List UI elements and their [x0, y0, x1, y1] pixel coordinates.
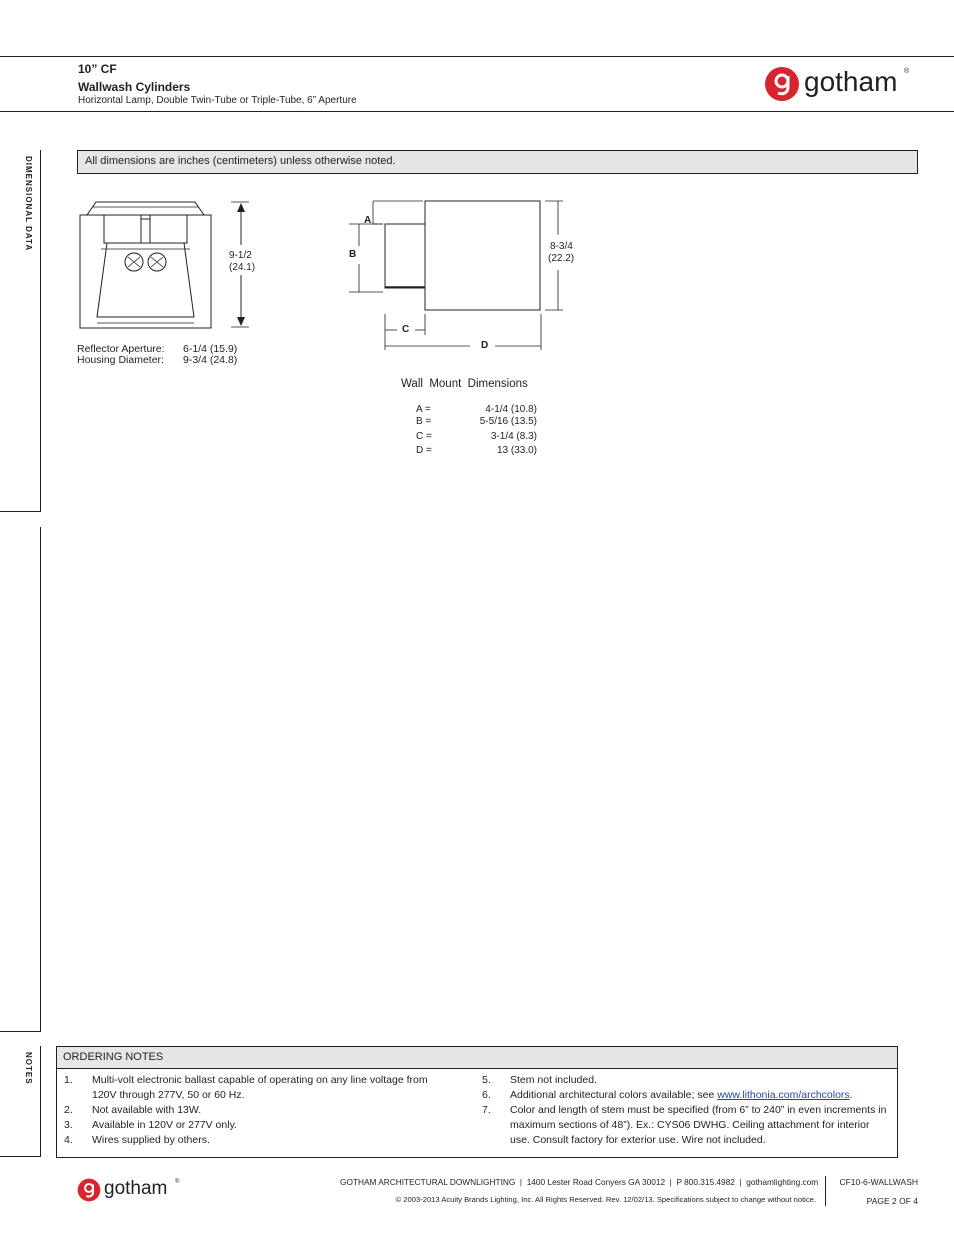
dim-label-b: B	[349, 249, 357, 260]
ordering-notes-title: ORDERING NOTES	[63, 1051, 164, 1063]
footer-brand-text: gotham	[104, 1178, 168, 1199]
dim-label-a: A	[364, 215, 372, 226]
list-item: 6. Additional architectural colors available; see www.lithonia.com/archcolors.	[482, 1089, 853, 1101]
wall-mount-row-c-value: 3-1/4 (8.3)	[490, 431, 537, 442]
header-line1: 10” CF	[78, 62, 117, 76]
archcolors-link[interactable]: www.lithonia.com/archcolors	[717, 1089, 850, 1101]
list-item: 5. Stem not included.	[482, 1074, 597, 1086]
header-subtitle: Horizontal Lamp, Double Twin-Tube or Triple-Tube, 6” Aperture	[78, 95, 357, 106]
dim-label-c: C	[402, 324, 410, 335]
wall-mount-row-b-key: B =	[416, 416, 432, 427]
tab-rule-1-bottom	[0, 511, 41, 512]
footer-logo	[77, 1178, 187, 1202]
footer-registered-mark-icon: ®	[175, 1179, 180, 1185]
housing-diameter-value: 9-3/4 (24.8)	[183, 354, 238, 366]
footer-doc-code: CF10-6-WALLWASH	[839, 1177, 918, 1187]
footer-address: GOTHAM ARCHITECTURAL DOWNLIGHTING | 1400 Lester Road Conyers GA 30012 | P 800.315.4982 | gothamlighting.com	[340, 1177, 819, 1187]
ordering-notes-left	[64, 1073, 449, 1148]
footer-divider	[825, 1176, 826, 1206]
reflector-aperture-label: Reflector Aperture:	[77, 343, 165, 355]
wall-mount-height-cm: (22.2)	[548, 253, 575, 264]
list-item: 7. Color and length of stem must be specified (from 6” to 240” in even increments in maximum sections of 48”). Ex.: CYS06 DWHG. Ceiling attachment for interior use. Consult factory for exterior use. Wire not included.	[482, 1104, 887, 1146]
list-item: 1. Multi-volt electronic ballast capable of operating on any line voltage from 120V through 277V, 50 or 60 Hz.	[64, 1074, 428, 1101]
ordering-notes-header	[57, 1047, 897, 1069]
tab-notes: NOTES	[24, 1052, 33, 1085]
housing-diameter-label: Housing Diameter:	[77, 354, 164, 366]
gotham-footer-logo-icon	[77, 1178, 101, 1202]
tab-rule-2-bottom	[0, 1031, 41, 1032]
wall-mount-row-b-value: 5-5/16 (13.5)	[479, 416, 537, 427]
ordering-notes-box	[56, 1046, 898, 1158]
wall-mount-row-d-key: D =	[416, 445, 432, 456]
header-logo	[764, 66, 914, 102]
header-line2: Wallwash Cylinders	[78, 80, 191, 94]
footer-copyright: © 2003-2013 Acuity Brands Lighting, Inc. All Rights Reserved. Rev. 12/02/13. Specifications subject to change without notice.	[395, 1195, 816, 1204]
tab-rule-3-bottom	[0, 1156, 41, 1157]
housing-height-cm: (24.1)	[229, 262, 256, 273]
footer-page-number: PAGE 2 OF 4	[866, 1196, 918, 1206]
registered-mark-icon: ®	[904, 68, 910, 75]
list-item: 4. Wires supplied by others.	[64, 1134, 210, 1146]
list-item: 3. Available in 120V or 277V only.	[64, 1119, 237, 1131]
wall-mount-row-a-value: 4-1/4 (10.8)	[485, 404, 537, 415]
wall-mount-row-c-key: C =	[416, 431, 432, 442]
header-bottom-rule	[0, 111, 954, 112]
tab-dimensional-data: DIMENSIONAL DATA	[24, 156, 33, 252]
dimensions-note-text: All dimensions are inches (centimeters) unless otherwise noted.	[85, 155, 396, 167]
dimensions-note-bar	[77, 150, 918, 174]
dim-label-d: D	[481, 340, 489, 351]
tab-rule-2	[40, 527, 41, 1032]
wall-mount-row-a-key: A =	[416, 404, 431, 415]
tab-rule-1	[40, 150, 41, 512]
header-top-rule	[0, 56, 954, 57]
wall-mount-row-d-value: 13 (33.0)	[496, 445, 537, 456]
reflector-aperture-value: 6-1/4 (15.9)	[183, 343, 238, 355]
tab-rule-3	[40, 1046, 41, 1157]
wall-mount-title: Wall Mount Dimensions	[401, 378, 528, 390]
header-brand-text: gotham	[804, 66, 898, 97]
ordering-notes-right	[482, 1073, 892, 1148]
gotham-logo-icon	[764, 66, 800, 102]
wall-mount-height-in: 8-3/4	[550, 241, 573, 252]
wall-mount-drawing	[345, 190, 575, 355]
housing-height-in: 9-1/2	[229, 250, 252, 261]
list-item: 2. Not available with 13W.	[64, 1104, 202, 1116]
